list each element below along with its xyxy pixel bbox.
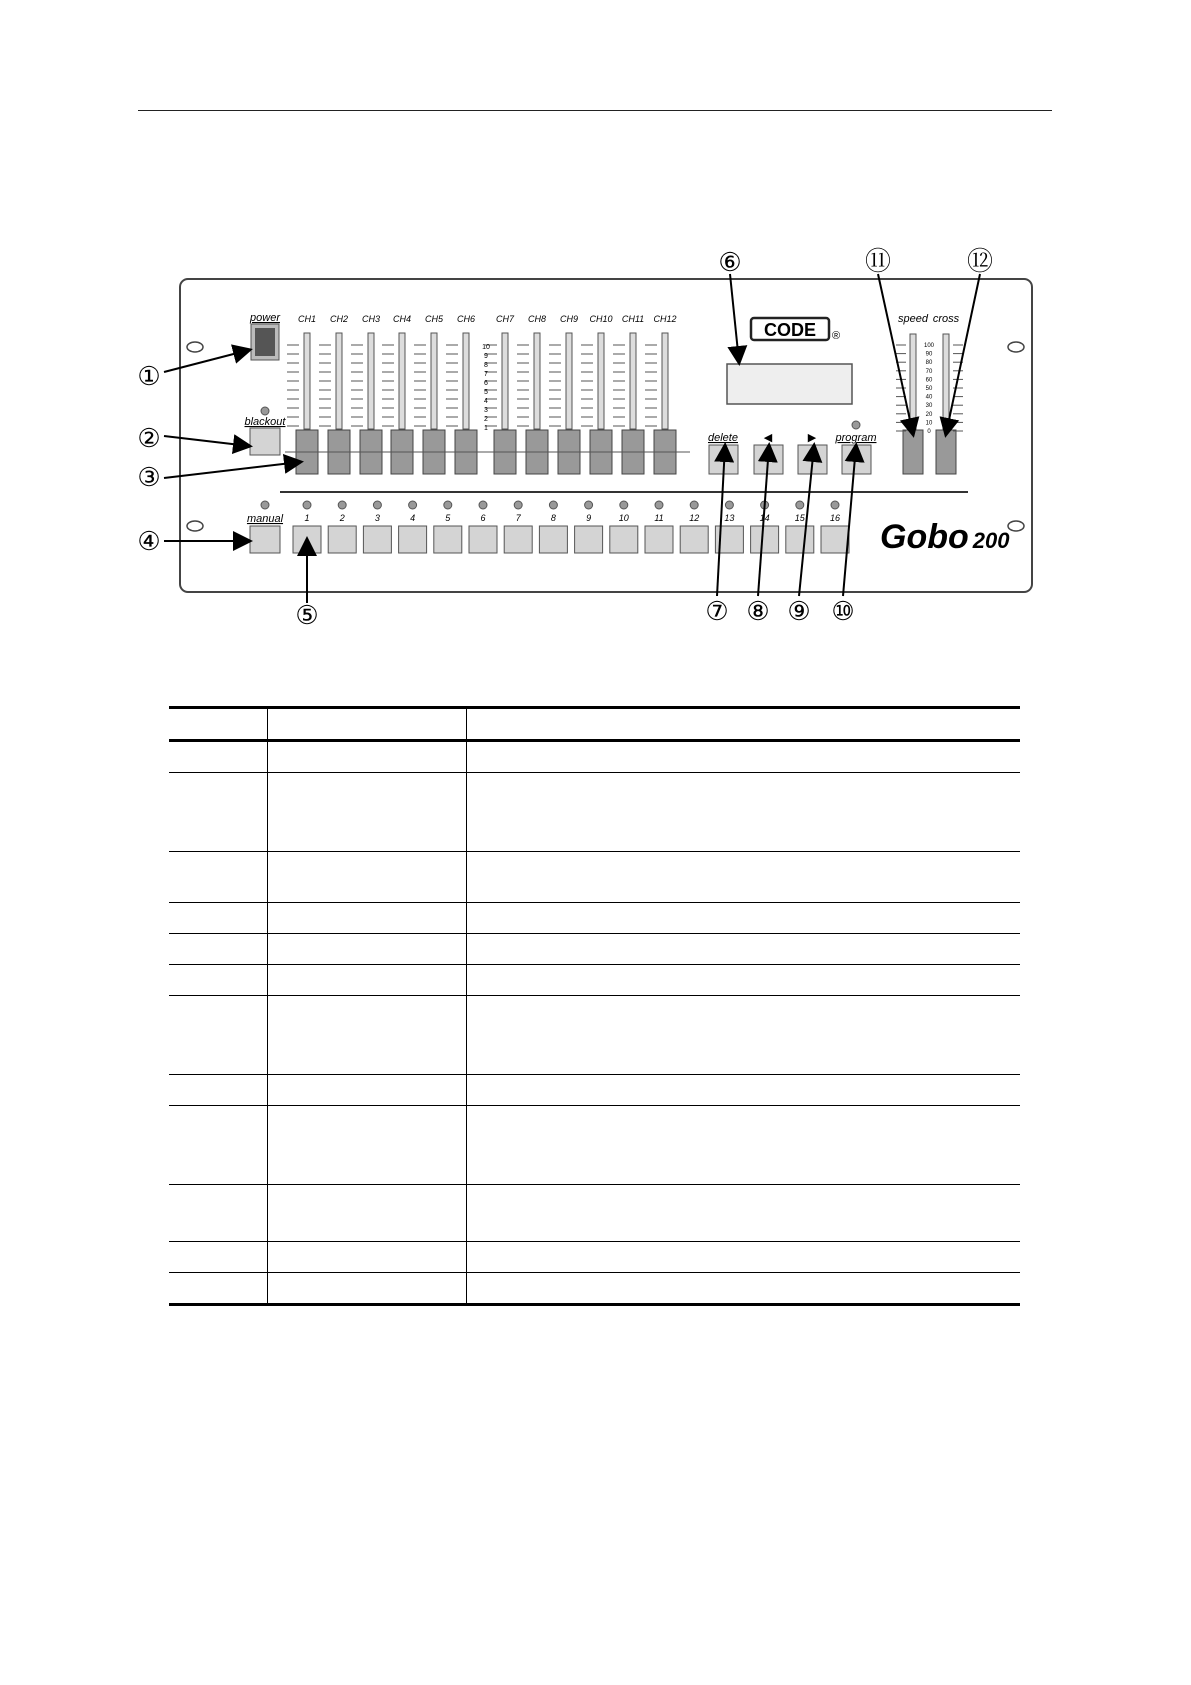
callout-5: ⑤ — [295, 600, 319, 630]
callout-1: ① — [137, 361, 161, 391]
scene-label-8: 8 — [550, 513, 556, 523]
table-cell — [268, 773, 467, 852]
table-cell — [268, 965, 467, 996]
scene-button-2[interactable] — [328, 526, 356, 553]
power-switch-rocker — [255, 328, 275, 356]
callout-7: ⑦ — [705, 596, 729, 626]
lcd-display — [727, 364, 852, 404]
manual-label: manual — [246, 513, 284, 525]
scene-label-4: 4 — [410, 513, 416, 523]
scene-led-10 — [620, 501, 628, 509]
channel-label-3: CH3 — [361, 314, 381, 324]
cross-label: cross — [932, 313, 960, 325]
speed-fader[interactable] — [903, 430, 923, 474]
manual-button[interactable] — [250, 526, 280, 553]
fader-track-3 — [368, 333, 374, 429]
channel-label-2: CH2 — [329, 314, 349, 324]
scene-label-5: 5 — [445, 513, 451, 523]
scene-led-1 — [303, 501, 311, 509]
header-cell-name — [268, 708, 467, 741]
speed-scale-number: 0 — [927, 429, 931, 435]
table-row — [169, 1106, 1020, 1185]
channel-label-1: CH1 — [297, 314, 317, 324]
speed-scale-number: 20 — [925, 411, 933, 418]
table-cell — [268, 903, 467, 934]
scene-button-16[interactable] — [821, 526, 849, 553]
scene-led-15 — [796, 501, 804, 509]
scene-led-2 — [338, 501, 346, 509]
scene-led-8 — [549, 501, 557, 509]
prev-arrow-icon: ◀ — [763, 432, 773, 444]
table-cell — [169, 773, 268, 852]
fader-track-1 — [304, 333, 310, 429]
scene-label-13: 13 — [724, 513, 735, 523]
cross-track — [943, 334, 949, 430]
fader-track-4 — [399, 333, 405, 429]
fader-track-2 — [336, 333, 342, 429]
speed-track — [910, 334, 916, 430]
scene-button-5[interactable] — [434, 526, 462, 553]
fader-track-9 — [566, 333, 572, 429]
speed-scale-number: 60 — [925, 377, 933, 384]
scene-led-6 — [479, 501, 487, 509]
callout-8: ⑧ — [746, 596, 770, 626]
scale-number: 1 — [484, 425, 488, 432]
table-cell — [169, 741, 268, 773]
speed-scale-number: 100 — [923, 343, 935, 349]
scale-number: 8 — [484, 362, 488, 369]
channel-label-11: CH11 — [621, 314, 645, 324]
scene-label-12: 12 — [689, 513, 700, 523]
table-header-row — [169, 708, 1020, 741]
speed-scale-number: 30 — [925, 403, 933, 410]
scene-led-16 — [831, 501, 839, 509]
table-cell — [467, 903, 1021, 934]
speed-scale-number: 70 — [925, 368, 933, 375]
scene-led-11 — [655, 501, 663, 509]
scene-led-12 — [690, 501, 698, 509]
header-cell-number — [169, 708, 268, 741]
scene-button-6[interactable] — [469, 526, 497, 553]
table-row — [169, 773, 1020, 852]
callout-10: ⑩ — [831, 596, 855, 626]
scale-number: 5 — [484, 389, 488, 396]
table-cell — [268, 1075, 467, 1106]
fader-track-12 — [662, 333, 668, 429]
speed-scale-number: 40 — [925, 394, 933, 401]
table-cell — [169, 1273, 268, 1305]
channel-label-10: CH10 — [589, 314, 613, 324]
scale-number: 10 — [482, 344, 490, 351]
scene-label-6: 6 — [480, 513, 486, 523]
table-cell — [467, 1185, 1021, 1242]
brand-text: CODE — [763, 320, 817, 340]
program-led — [852, 421, 860, 429]
speed-label: speed — [898, 313, 928, 325]
table-cell — [169, 1075, 268, 1106]
fader-track-7 — [502, 333, 508, 429]
table-cell — [169, 934, 268, 965]
scene-button-7[interactable] — [504, 526, 532, 553]
table-cell — [467, 1075, 1021, 1106]
scene-button-14[interactable] — [751, 526, 779, 553]
scene-button-3[interactable] — [363, 526, 391, 553]
scene-button-8[interactable] — [539, 526, 567, 553]
scene-label-9: 9 — [586, 513, 592, 523]
channel-label-5: CH5 — [424, 314, 444, 324]
speed-scale-number: 80 — [925, 360, 933, 367]
front-panel-diagram — [0, 0, 1191, 640]
table-cell — [467, 934, 1021, 965]
table-cell — [268, 934, 467, 965]
channel-label-9: CH9 — [559, 314, 579, 324]
table-cell — [169, 996, 268, 1075]
table-row — [169, 996, 1020, 1075]
scene-button-12[interactable] — [680, 526, 708, 553]
registered-mark: ® — [832, 330, 841, 342]
scale-number: 2 — [484, 416, 488, 423]
table-row — [169, 852, 1020, 903]
speed-scale-number: 10 — [925, 420, 933, 427]
scale-number: 7 — [484, 371, 488, 378]
table-row — [169, 741, 1020, 773]
callout-2: ② — [137, 423, 161, 453]
table-cell — [169, 1242, 268, 1273]
channel-label-6: CH6 — [456, 314, 476, 324]
channel-label-8: CH8 — [527, 314, 547, 324]
callout-6: ⑥ — [718, 247, 742, 277]
table-cell — [467, 773, 1021, 852]
scale-number: 4 — [484, 398, 488, 405]
fader-track-11 — [630, 333, 636, 429]
fader-track-10 — [598, 333, 604, 429]
fader-track-8 — [534, 333, 540, 429]
table-cell — [467, 1242, 1021, 1273]
table-cell — [467, 996, 1021, 1075]
scene-led-3 — [373, 501, 381, 509]
scene-button-4[interactable] — [399, 526, 427, 553]
callout-9: ⑨ — [787, 596, 811, 626]
table-cell — [467, 852, 1021, 903]
channel-label-7: CH7 — [495, 314, 515, 324]
table-cell — [268, 852, 467, 903]
table-cell — [467, 1106, 1021, 1185]
header-cell-description — [467, 708, 1021, 741]
scene-led-13 — [725, 501, 733, 509]
scene-button-10[interactable] — [610, 526, 638, 553]
blackout-label: blackout — [244, 416, 286, 428]
control-description-table — [169, 706, 1020, 1306]
scene-label-7: 7 — [515, 513, 521, 523]
scene-label-1: 1 — [304, 513, 310, 523]
scene-led-7 — [514, 501, 522, 509]
scale-number: 6 — [484, 380, 488, 387]
table-cell — [169, 903, 268, 934]
fader-track-5 — [431, 333, 437, 429]
speed-scale-number: 90 — [925, 351, 933, 358]
table-cell — [169, 852, 268, 903]
table-cell — [268, 741, 467, 773]
cross-fader[interactable] — [936, 430, 956, 474]
next-arrow-icon: ▶ — [807, 432, 817, 444]
scene-label-15: 15 — [794, 513, 805, 523]
scene-button-11[interactable] — [645, 526, 673, 553]
table-row — [169, 1185, 1020, 1242]
table-cell — [467, 965, 1021, 996]
scene-led-5 — [444, 501, 452, 509]
callout-11: ⑪ — [864, 246, 892, 276]
scene-label-10: 10 — [618, 513, 629, 523]
table-row — [169, 965, 1020, 996]
table-body — [169, 741, 1020, 1305]
delete-label: delete — [708, 432, 738, 444]
table-cell — [268, 996, 467, 1075]
table-cell — [268, 1273, 467, 1305]
program-label: program — [835, 432, 877, 444]
table-cell — [268, 1185, 467, 1242]
table-cell — [169, 1185, 268, 1242]
table-cell — [268, 1106, 467, 1185]
blackout-button[interactable] — [250, 428, 280, 455]
table-cell — [467, 741, 1021, 773]
callout-12: ⑫ — [966, 246, 994, 276]
table-row — [169, 1242, 1020, 1273]
model-name: Gobo 200 — [880, 518, 1010, 556]
scene-label-3: 3 — [374, 513, 380, 523]
scene-label-11: 11 — [654, 513, 664, 523]
channel-label-12: CH12 — [653, 314, 677, 324]
code-logo — [751, 318, 840, 342]
scale-number: 3 — [484, 407, 488, 414]
manual-led — [261, 501, 269, 509]
callout-4: ④ — [137, 526, 161, 556]
table-row — [169, 903, 1020, 934]
scene-label-16: 16 — [829, 513, 841, 523]
scene-led-4 — [409, 501, 417, 509]
channel-label-4: CH4 — [392, 314, 412, 324]
table-cell — [467, 1273, 1021, 1305]
blackout-led — [261, 407, 269, 415]
scene-led-9 — [585, 501, 593, 509]
callout-3: ③ — [137, 462, 161, 492]
table-row — [169, 934, 1020, 965]
table-cell — [169, 965, 268, 996]
scene-button-9[interactable] — [575, 526, 603, 553]
table-cell — [169, 1106, 268, 1185]
scene-button-15[interactable] — [786, 526, 814, 553]
fader-track-6 — [463, 333, 469, 429]
speed-scale-number: 50 — [925, 386, 933, 392]
table-row — [169, 1273, 1020, 1305]
scene-label-14: 14 — [759, 513, 770, 523]
scene-label-2: 2 — [339, 513, 345, 523]
scale-number: 9 — [484, 353, 488, 360]
power-label: power — [250, 312, 280, 324]
table-row — [169, 1075, 1020, 1106]
table-cell — [268, 1242, 467, 1273]
